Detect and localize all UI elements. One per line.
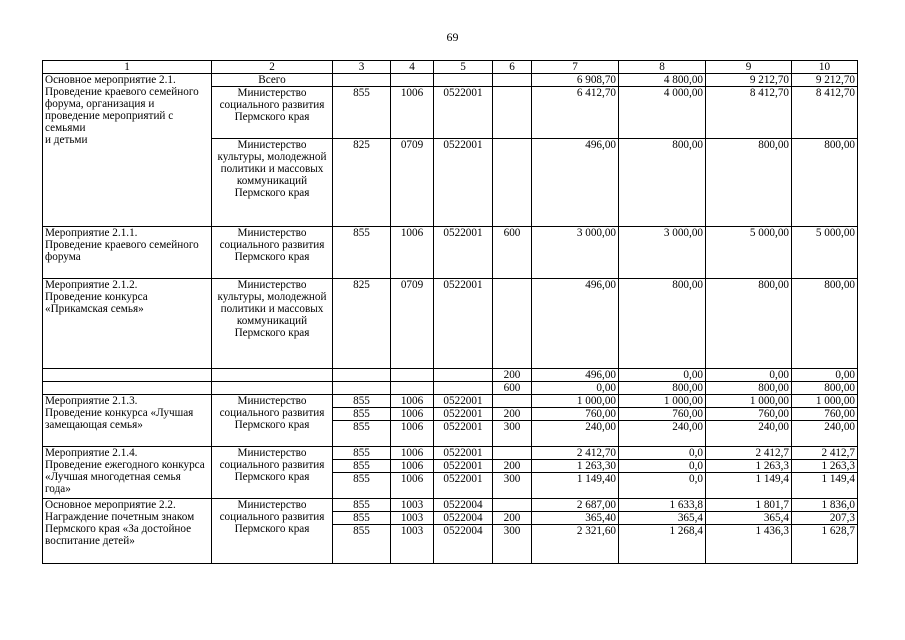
measure-title: Мероприятие 2.1.1. Проведение краевого семейного форума — [43, 227, 212, 279]
cell: 0709 — [391, 139, 434, 227]
cell: 0522001 — [434, 395, 493, 408]
measure-title: Основное мероприятие 2.1. Проведение краевого семейного форума, организация и проведение мероприятий с семьями и детьми — [43, 74, 212, 227]
cell: 1006 — [391, 473, 434, 499]
empty-cell — [391, 382, 434, 395]
cell: 825 — [333, 279, 391, 369]
column-header: 3 — [333, 61, 391, 74]
cell: 1 149,40 — [532, 473, 619, 499]
cell: 496,00 — [532, 139, 619, 227]
cell: 855 — [333, 460, 391, 473]
cell: 1006 — [391, 447, 434, 460]
cell: 855 — [333, 512, 391, 525]
cell: 496,00 — [532, 369, 619, 382]
cell: 300 — [493, 525, 532, 564]
cell: 2 412,7 — [706, 447, 792, 460]
measure-title: Мероприятие 2.1.3. Проведение конкурса «Лучшая замещающая семья» — [43, 395, 212, 447]
cell: 800,00 — [792, 382, 858, 395]
cell: 2 412,7 — [792, 447, 858, 460]
cell: 1 000,00 — [532, 395, 619, 408]
measure-title: Мероприятие 2.1.2. Проведение конкурса «Прикамская семья» — [43, 279, 212, 369]
cell: 1 836,0 — [792, 499, 858, 512]
cell — [493, 139, 532, 227]
cell: 0522001 — [434, 279, 493, 369]
cell: 0,00 — [792, 369, 858, 382]
cell: 0522004 — [434, 512, 493, 525]
cell: 800,00 — [706, 382, 792, 395]
measure-title: Основное мероприятие 2.2. Награждение почетным знаком Пермского края «За достойное воспитание детей» — [43, 499, 212, 564]
cell: 855 — [333, 421, 391, 447]
column-header: 1 — [43, 61, 212, 74]
cell: 8 412,70 — [792, 87, 858, 139]
cell: 9 212,70 — [706, 74, 792, 87]
cell: 760,00 — [706, 408, 792, 421]
cell: 6 412,70 — [532, 87, 619, 139]
cell: 0522004 — [434, 499, 493, 512]
cell: 1006 — [391, 395, 434, 408]
cell: 0709 — [391, 279, 434, 369]
table-row — [43, 447, 858, 460]
cell: 0522001 — [434, 139, 493, 227]
cell: 365,40 — [532, 512, 619, 525]
empty-cell — [434, 369, 493, 382]
cell: 855 — [333, 227, 391, 279]
column-header: 7 — [532, 61, 619, 74]
column-header: 5 — [434, 61, 493, 74]
cell: 9 212,70 — [792, 74, 858, 87]
empty-cell — [434, 382, 493, 395]
cell: 800,00 — [619, 279, 706, 369]
cell: 760,00 — [792, 408, 858, 421]
cell: 200 — [493, 408, 532, 421]
cell: 1006 — [391, 421, 434, 447]
cell: 240,00 — [792, 421, 858, 447]
cell: 240,00 — [706, 421, 792, 447]
page-number: 69 — [446, 30, 459, 44]
column-header: 8 — [619, 61, 706, 74]
empty-cell — [333, 382, 391, 395]
org-cell: Министерство социального развития Пермского края — [212, 227, 333, 279]
cell: 5 000,00 — [706, 227, 792, 279]
column-header: 6 — [493, 61, 532, 74]
cell: 1 263,3 — [706, 460, 792, 473]
cell: 855 — [333, 395, 391, 408]
column-header: 2 — [212, 61, 333, 74]
cell: 200 — [493, 512, 532, 525]
cell: 0,0 — [619, 447, 706, 460]
cell: 800,00 — [792, 279, 858, 369]
cell: 1003 — [391, 499, 434, 512]
cell: 2 412,70 — [532, 447, 619, 460]
cell: 1006 — [391, 460, 434, 473]
cell: 855 — [333, 408, 391, 421]
column-number-row — [43, 61, 858, 74]
cell: 855 — [333, 447, 391, 460]
cell: 0522001 — [434, 447, 493, 460]
cell — [493, 279, 532, 369]
cell: 0,0 — [619, 473, 706, 499]
cell: 1 263,30 — [532, 460, 619, 473]
column-header: 9 — [706, 61, 792, 74]
cell: 800,00 — [792, 139, 858, 227]
column-header: 4 — [391, 61, 434, 74]
cell: 200 — [493, 460, 532, 473]
cell — [493, 447, 532, 460]
cell: 1 628,7 — [792, 525, 858, 564]
table-row — [43, 369, 858, 382]
cell: 496,00 — [532, 279, 619, 369]
cell: 0,0 — [619, 460, 706, 473]
org-cell: Министерство социального развития Пермского края — [212, 87, 333, 139]
cell: 1006 — [391, 87, 434, 139]
empty-cell — [212, 382, 333, 395]
cell: 300 — [493, 421, 532, 447]
cell: 300 — [493, 473, 532, 499]
cell — [434, 74, 493, 87]
cell: 1 000,00 — [619, 395, 706, 408]
empty-cell — [43, 369, 212, 382]
table-row — [43, 395, 858, 408]
cell: 207,3 — [792, 512, 858, 525]
cell: 1 436,3 — [706, 525, 792, 564]
empty-cell — [333, 369, 391, 382]
cell: 1006 — [391, 227, 434, 279]
column-header: 10 — [792, 61, 858, 74]
cell: 600 — [493, 227, 532, 279]
empty-cell — [43, 382, 212, 395]
cell: 760,00 — [532, 408, 619, 421]
cell: 0522001 — [434, 473, 493, 499]
cell: 5 000,00 — [792, 227, 858, 279]
cell: 2 321,60 — [532, 525, 619, 564]
cell: 855 — [333, 499, 391, 512]
cell: 0522004 — [434, 525, 493, 564]
cell: 1006 — [391, 408, 434, 421]
cell: 1 633,8 — [619, 499, 706, 512]
empty-cell — [212, 369, 333, 382]
cell: 600 — [493, 382, 532, 395]
cell: 800,00 — [619, 382, 706, 395]
table-row — [43, 74, 858, 87]
org-cell: Министерство культуры, молодежной политики и массовых коммуникаций Пермского края — [212, 279, 333, 369]
table-row — [43, 227, 858, 279]
cell: 365,4 — [619, 512, 706, 525]
cell: 825 — [333, 139, 391, 227]
cell — [391, 74, 434, 87]
cell: 0,00 — [619, 369, 706, 382]
cell — [493, 499, 532, 512]
cell — [333, 74, 391, 87]
cell: 800,00 — [619, 139, 706, 227]
budget-table — [42, 60, 858, 564]
cell: 3 000,00 — [532, 227, 619, 279]
cell: 0,00 — [706, 369, 792, 382]
cell: 800,00 — [706, 139, 792, 227]
cell: 800,00 — [706, 279, 792, 369]
cell: 1 801,7 — [706, 499, 792, 512]
cell: 0522001 — [434, 460, 493, 473]
cell: 240,00 — [532, 421, 619, 447]
cell: 8 412,70 — [706, 87, 792, 139]
cell: 1 000,00 — [792, 395, 858, 408]
cell: 4 800,00 — [619, 74, 706, 87]
cell — [493, 74, 532, 87]
cell: 0522001 — [434, 408, 493, 421]
cell: 0522001 — [434, 421, 493, 447]
org-cell: Всего — [212, 74, 333, 87]
cell: 855 — [333, 525, 391, 564]
cell: 760,00 — [619, 408, 706, 421]
org-cell: Министерство социального развития Пермского края — [212, 499, 333, 564]
cell: 0,00 — [532, 382, 619, 395]
cell: 240,00 — [619, 421, 706, 447]
cell: 2 687,00 — [532, 499, 619, 512]
cell: 3 000,00 — [619, 227, 706, 279]
cell: 1 000,00 — [706, 395, 792, 408]
table-row — [43, 279, 858, 369]
cell: 365,4 — [706, 512, 792, 525]
cell: 1 268,4 — [619, 525, 706, 564]
cell: 1003 — [391, 525, 434, 564]
table-row — [43, 382, 858, 395]
org-cell: Министерство культуры, молодежной политики и массовых коммуникаций Пермского края — [212, 139, 333, 227]
empty-cell — [391, 369, 434, 382]
measure-title: Мероприятие 2.1.4. Проведение ежегодного конкурса «Лучшая многодетная семья года» — [43, 447, 212, 499]
cell: 1 263,3 — [792, 460, 858, 473]
cell: 6 908,70 — [532, 74, 619, 87]
cell: 855 — [333, 473, 391, 499]
table-row — [43, 499, 858, 512]
cell: 0522001 — [434, 227, 493, 279]
cell: 855 — [333, 87, 391, 139]
cell: 1 149,4 — [792, 473, 858, 499]
cell: 1003 — [391, 512, 434, 525]
cell: 1 149,4 — [706, 473, 792, 499]
cell: 0522001 — [434, 87, 493, 139]
org-cell: Министерство социального развития Пермского края — [212, 395, 333, 447]
cell: 200 — [493, 369, 532, 382]
org-cell: Министерство социального развития Пермского края — [212, 447, 333, 499]
cell — [493, 87, 532, 139]
cell: 4 000,00 — [619, 87, 706, 139]
cell — [493, 395, 532, 408]
